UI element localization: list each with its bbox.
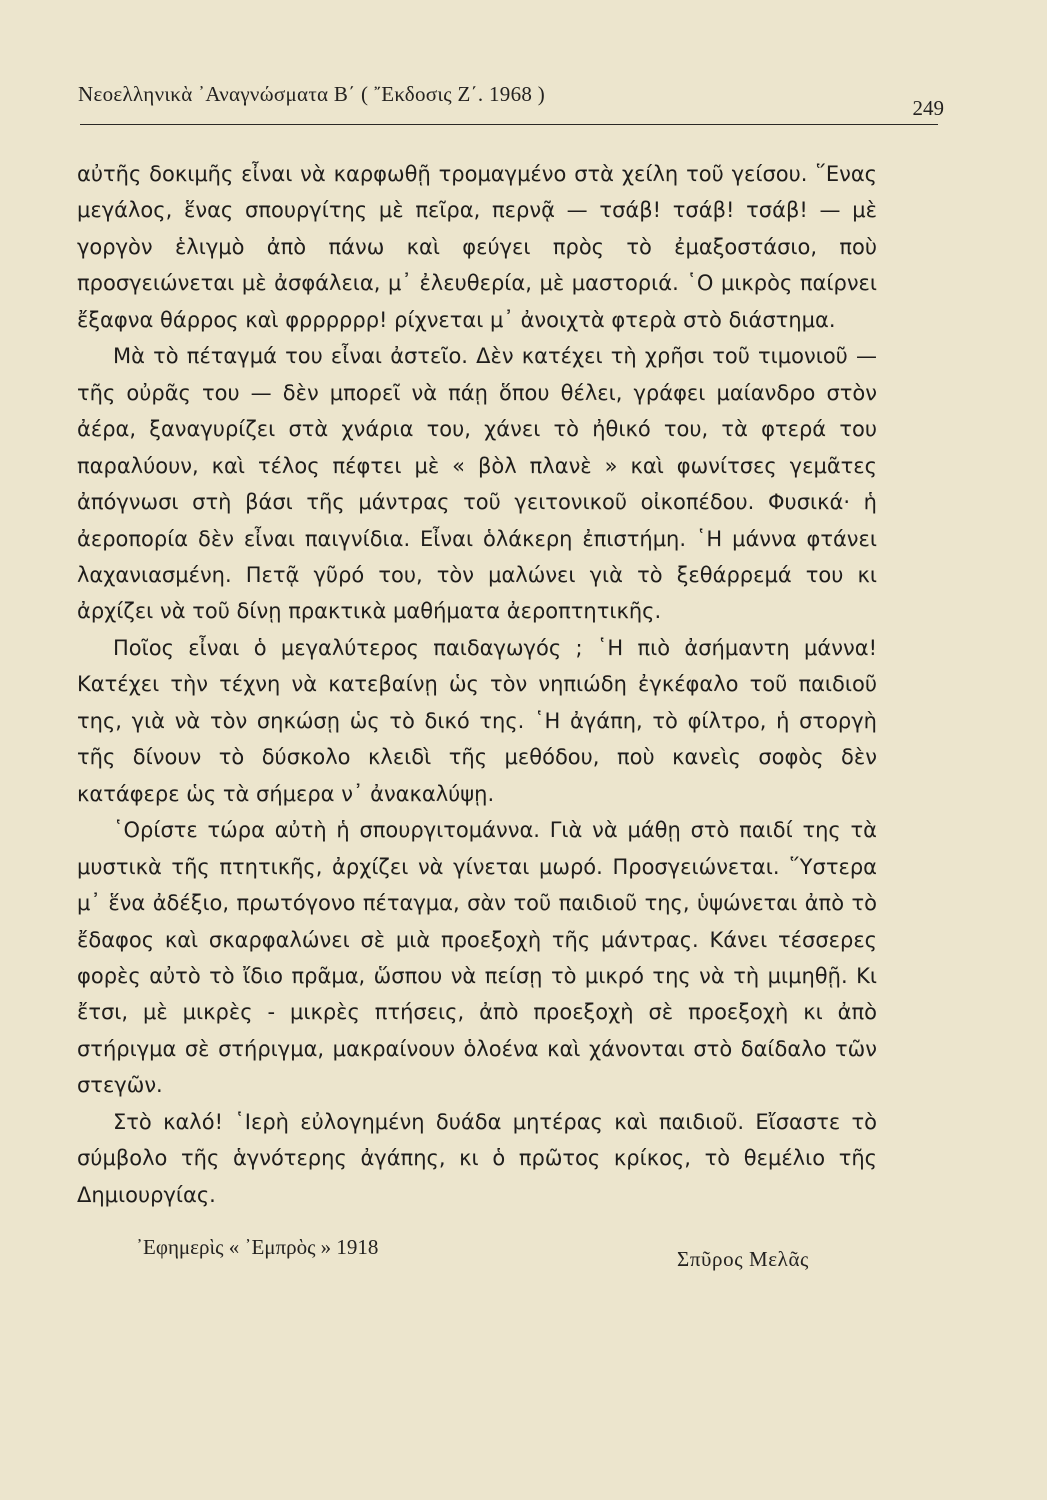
paragraph-2: Μὰ τὸ πέταγμά του εἶναι ἀστεῖο. Δὲν κατέχει τὴ χρῆσι τοῦ τιμονιοῦ — τῆς οὐρᾶς του — δὲν μπορεῖ νὰ πάῃ ὅπου θέλει, γράφει μαίανδρο στὸν ἀέρα, ξαναγυρίζει στὰ χνάρια του, χάνει τὸ ἠθικό του, τὰ φτερά του παραλύουν, καὶ τέλος πέφτει μὲ « βὸλ πλανὲ » καὶ φωνίτσες γεμᾶτες ἀπόγνωσι στὴ βάσι τῆς μάντρας τοῦ γειτονικοῦ οἰκοπέδου. Φυσικά· ἡ ἀεροπορία δὲν εἶναι παιγνίδια. Εἶναι ὁλάκερη ἐπιστήμη. ῾Η μάννα φτάνει λαχανιασμένη. Πετᾷ γῦρό του, τὸν μαλώνει γιὰ τὸ ξεθάρρεμά του κι ἀρχίζει νὰ τοῦ δίνῃ πρακτικὰ μαθήματα ἀεροπτητικῆς. [77,344,877,624]
source-citation: ᾿Εφημερὶς « ᾿Εμπρὸς » 1918 [136,1235,379,1259]
page-number: 249 [912,96,944,120]
paragraph-1: αὐτῆς δοκιμῆς εἶναι νὰ καρφωθῇ τρομαγμένο στὰ χείλη τοῦ γείσου. ῞Ενας μεγάλος, ἕνας σπουργίτης μὲ πεῖρα, περνᾷ — τσάβ! τσάβ! τσάβ! — μὲ γοργὸν ἑλιγμὸ ἀπὸ πάνω καὶ φεύγει πρὸς τὸ ἐμαξοστάσιο, ποὺ προσγειώνεται μὲ ἀσφάλεια, μ᾿ ἐλευθερία, μὲ μαστοριά. ῾Ο μικρὸς παίρνει ἔξαφνα θάρρος καὶ φρρρρρρ! ρίχνεται μ᾿ ἀνοιχτὰ φτερὰ στὸ διάστημα. [77,162,877,332]
paragraph-4: ῾Ορίστε τώρα αὐτὴ ἡ σπουργιτομάννα. Γιὰ νὰ μάθῃ στὸ παιδί της τὰ μυστικὰ τῆς πτητικῆς, ἀρχίζει νὰ γίνεται μωρό. Προσγειώνεται. ῞Υστερα μ᾿ ἕνα ἀδέξιο, πρωτόγονο πέταγμα, σὰν τοῦ παιδιοῦ της, ὑψώνεται ἀπὸ τὸ ἔδαφος καὶ σκαρφαλώνει σὲ μιὰ προεξοχὴ τῆς μάντρας. Κάνει τέσσερες φορὲς αὐτὸ τὸ ἴδιο πρᾶμα, ὥσπου νὰ πείσῃ τὸ μικρό της νὰ τὴ μιμηθῇ. Κι ἔτσι, μὲ μικρὲς - μικρὲς πτήσεις, ἀπὸ προεξοχὴ σὲ προεξοχὴ κι ἀπὸ στήριγμα σὲ στήριγμα, μακραίνουν ὁλοένα καὶ χάνονται στὸ δαίδαλο τῶν στεγῶν. [77,818,877,1098]
paragraph-5: Στὸ καλό! ῾Ιερὴ εὐλογημένη δυάδα μητέρας καὶ παιδιοῦ. Εἴσαστε τὸ σύμβολο τῆς ἁγνότερης ἀγάπης, κι ὁ πρῶτος κρίκος, τὸ θεμέλιο τῆς Δημιουργίας. [77,1109,877,1207]
body-text [77,156,877,1213]
header-rule [80,124,938,125]
running-header: Νεοελληνικὰ ᾿Αναγνώσματα Β΄ ( ῎Εκδοσις Ζ΄. 1968 ) [78,82,546,106]
paragraph-3: Ποῖος εἶναι ὁ μεγαλύτερος παιδαγωγός ; ῾Η πιὸ ἀσήμαντη μάννα! Κατέχει τὴν τέχνη νὰ κατεβαίνῃ ὡς τὸν νηπιώδη ἐγκέφαλο τοῦ παιδιοῦ της, γιὰ νὰ τὸν σηκώσῃ ὡς τὸ δικό της. ῾Η ἀγάπη, τὸ φίλτρο, ἡ στοργὴ τῆς δίνουν τὸ δύσκολο κλειδὶ τῆς μεθόδου, ποὺ κανεὶς σοφὸς δὲν κατάφερε ὡς τὰ σήμερα ν᾿ ἀνακαλύψῃ. [77,635,877,806]
author-name: Σπῦρος Μελᾶς [677,1247,809,1271]
